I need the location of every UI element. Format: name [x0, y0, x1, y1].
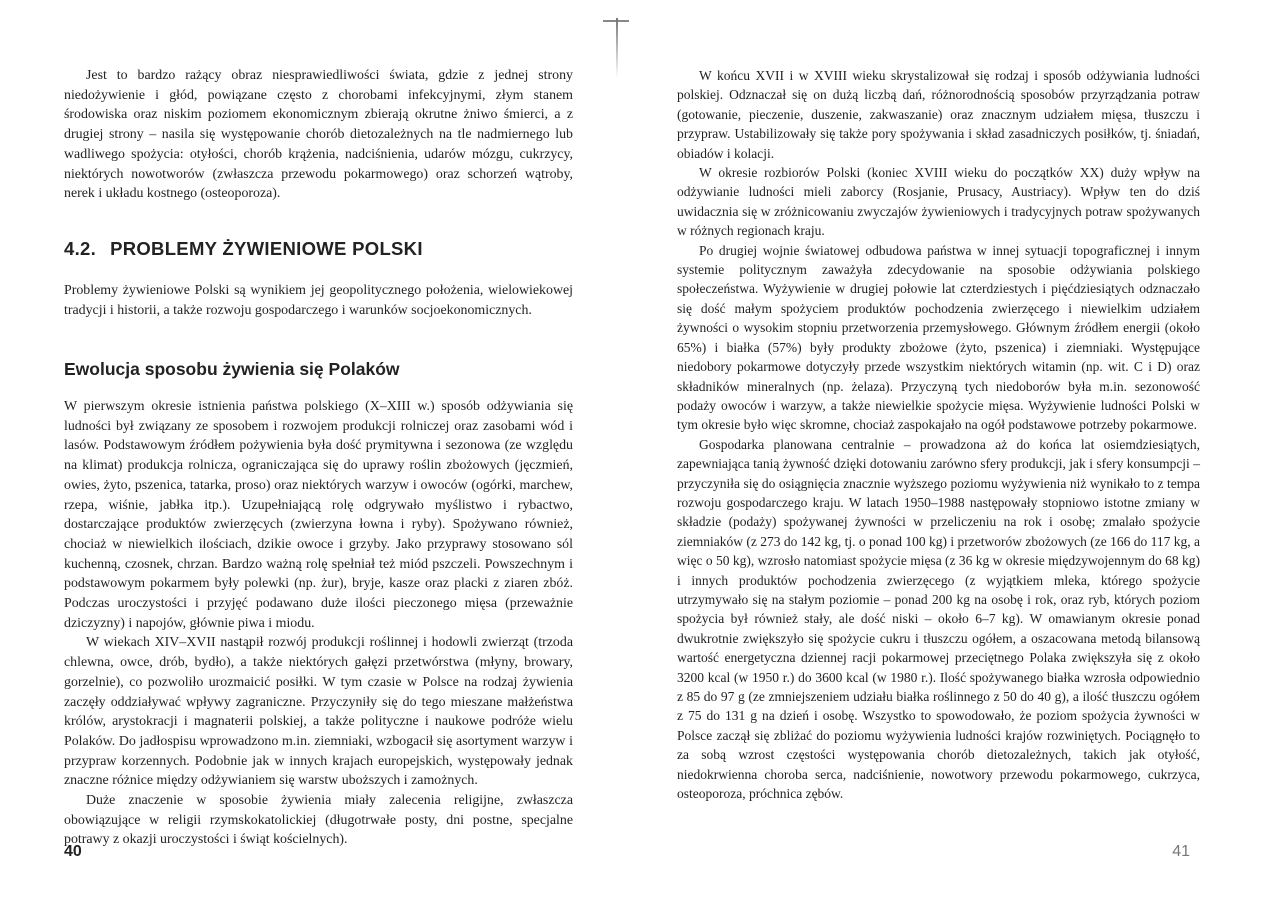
paragraph: Gospodarka planowana centralnie – prowadzona aż do końca lat osiemdziesiątych, zapewniająca tanią żywność dzięki dotowaniu zarówno sfery produkcji, jak i sfery konsumpcji – przyczyniła się do osiągnięcia znacznie wyższego poziomu wyżywienia niż wynikało to z tempa rozwoju gospodarczego kraju. W latach 1950–1988 następowały stopniowo istotne zmiany w składzie (podaży) spożywanej żywności w przeliczeniu na rok i osobę; zmalało spożycie ziemniaków (z 273 do 142 kg, tj. o ponad 100 kg) i przetworów zbożowych (ze 166 do 117 kg, a więc o 50 kg), wzrosło natomiast spożycie mięsa (z 36 kg w okresie międzywojennym do 68 kg) i innych produktów pochodzenia zwierzęcego (z wyjątkiem mleka, którego spożycie utrzymywało się na stałym poziomie – ponad 200 kg na osobę i rok, oraz ryb, których poziom spożycia był również stały, ale dość niski – około 6–7 kg). W omawianym okresie ponad dwukrotnie zwiększyło się spożycie cukru i tłuszczu ogółem, a oszacowana metodą bilansową wartość energetyczna dziennej racji pokarmowej przeciętnego Polaka zwiększyła się z około 3200 kcal (w 1950 r.) do 3600 kcal (w 1980 r.). Ilość spożywanego białka wzrosła odpowiednio z 85 do 97 g (ze zmniejszeniem udziału białka roślinnego z 50 do 40 g), a ilość tłuszczu ogółem z 75 do 131 g na dzień i osobę. Wszystko to spowodowało, że poziom spożycia żywności w Polsce zaczął się zbliżać do poziomu wyżywienia ludności krajów rozwiniętych. Pociągnęło to za sobą wzrost częstości występowania chorób dietozależnych, takich jak otyłość, niedokrwienna choroba serca, nadciśnienie, nowotwory przewodu pokarmowego, cukrzyca, osteoporoza, próchnica zębów. [677, 436, 1200, 802]
paragraph: W pierwszym okresie istnienia państwa polskiego (X–XIII w.) sposób odżywiania się ludności był związany ze sposobem i rozwojem produkcji rolniczej oraz zasobami wód i lasów. Podstawowym źródłem pożywienia była dość prymitywna i sezonowa (ze względu na klimat) produkcja rolnicza, ograniczająca się do uprawy roślin zbożowych (jęczmień, owies, żyto, pszenica, tatarka, proso) oraz niektórych warzyw i owoców (ogórki, marchew, rzepa, wiśnie, jabłka itp.). Uzupełniającą rolę odgrywało myślistwo i rybactwo, dostarczające produktów zwierzęcych (zwierzyna łowna i ryby). Spożywano również, chociaż w niewielkich ilościach, dzikie owoce i grzyby. Jako przyprawy stosowano sól kuchenną, czosnek, chrzan. Bardzo ważną rolę spełniał też miód pszczeli. Powszechnym i podstawowym pokarmem były polewki (np. żur), bryje, kasze oraz placki z ziaren zbóż. Podczas uroczystości i przyjęć podawano duże ilości pieczonego mięsa (przeważnie dziczyzny) i napojów, głównie piwa i miodu. [64, 399, 573, 631]
section-title: PROBLEMY ŻYWIENIOWE POLSKI [110, 238, 423, 259]
left-page [0, 0, 620, 899]
left-body [64, 397, 573, 850]
right-body [677, 66, 1200, 803]
intro-paragraph: Jest to bardzo rażący obraz niesprawiedliwości świata, gdzie z jednej strony niedożywienie i głód, powiązane często z chorobami infekcyjnymi, złym stanem środowiska oraz niskim poziomem ekonomicznym zbierają okrutne żniwo śmierci, a z drugiej strony – nasila się występowanie chorób dietozależnych na tle nadmiernego lub wadliwego spożycia: otyłości, chorób krążenia, nadciśnienia, udarów mózgu, cukrzycy, niektórych nowotworów (zwłaszcza przewodu pokarmowego) oraz schorzeń wątroby, nerek i układu kostnego (osteoporoza). [64, 68, 573, 202]
section-number: 4.2. [64, 238, 97, 259]
paragraph: W okresie rozbiorów Polski (koniec XVIII wieku do początków XX) duży wpływ na odżywianie ludności mieli zaborcy (Rosjanie, Prusacy, Austriacy). Wpływ ten do dziś uwidacznia się w zróżnicowaniu zwyczajów żywieniowych i tradycyjnych potraw spożywanych w różnych regionach kraju. [677, 165, 1200, 239]
paragraph: W końcu XVII i w XVIII wieku skrystalizował się rodzaj i sposób odżywiania ludności polskiej. Odznaczał się on dużą liczbą dań, różnorodnością sposobów przyrządzania potraw (gotowanie, pieczenie, duszenie, zakwaszanie) oraz znacznym udziałem mięsa, tłuszczu i przypraw. Ustabilizowały się także pory spożywania i skład zasadniczych posiłków, tj. śniadań, obiadów i kolacji. [677, 68, 1200, 161]
section-heading [64, 238, 423, 260]
page-number-left: 40 [64, 843, 82, 860]
subsection-heading: Ewolucja sposobu żywienia się Polaków [64, 359, 400, 379]
paragraph: Po drugiej wojnie światowej odbudowa państwa w innej sytuacji topograficznej i innym systemie politycznym zaważyła zdecydowanie na sposobie odżywiania polskiego społeczeństwa. Wyżywienie w drugiej połowie lat czterdziestych i pięćdziesiątych odznaczało się dość małym spożyciem produktów pochodzenia zwierzęcego i niewielkim udziałem żywności o wysokim stopniu przetworzenia przemysłowego. Głównym źródłem energii (około 65%) i białka (57%) były produkty zbożowe (żyto, pszenica) i ziemniaki. Występujące niedobory pokarmowe dotyczyły przede wszystkim niektórych witamin (np. wit. C i D) oraz składników mineralnych (np. żelaza). Przyczyną tych niedoborów była m.in. sezonowość podaży owoców i warzyw, a także niewielkie spożycie mięsa. Wyżywienie ludności Polski w tym okresie było więc skromne, chociaż zaspokajało na ogół podstawowe potrzeby pokarmowe. [677, 242, 1200, 433]
section-intro-block [64, 281, 573, 320]
paragraph: W wiekach XIV–XVII nastąpił rozwój produkcji roślinnej i hodowli zwierząt (trzoda chlewna, owce, drób, bydło), a także niektórych gałęzi przetwórstwa (młyny, browary, gorzelnie), co pozwoliło urozmaicić posiłki. W tym czasie w Polsce na rodzaj żywienia zaczęły oddziaływać wpływy zagraniczne. Przyczyniły się do tego mieszane małżeństwa królów, arystokracji i magnaterii polskiej, a także polityczne i naukowe podróże wielu Polaków. Do jadłospisu wprowadzono m.in. ziemniaki, wzbogacił się asortyment warzyw i przypraw korzennych. Podobnie jak w innych krajach europejskich, występowały jednak znaczne różnice między odżywianiem się warstw uboższych i zamożnych. [64, 635, 573, 789]
paragraph: Duże znaczenie w sposobie żywienia miały zalecenia religijne, zwłaszcza obowiązujące w religii rzymskokatolickiej (długotrwałe posty, dni postne, specjalne potrawy z okazji uroczystości i świąt kościelnych). [64, 793, 573, 848]
intro-block [64, 66, 573, 204]
right-page [620, 0, 1263, 899]
section-intro: Problemy żywieniowe Polski są wynikiem jej geopolitycznego położenia, wielowiekowej tradycji i historii, a także rozwoju gospodarczego i warunków socjoekonomicznych. [64, 283, 573, 318]
page-number-right: 41 [1172, 843, 1190, 860]
